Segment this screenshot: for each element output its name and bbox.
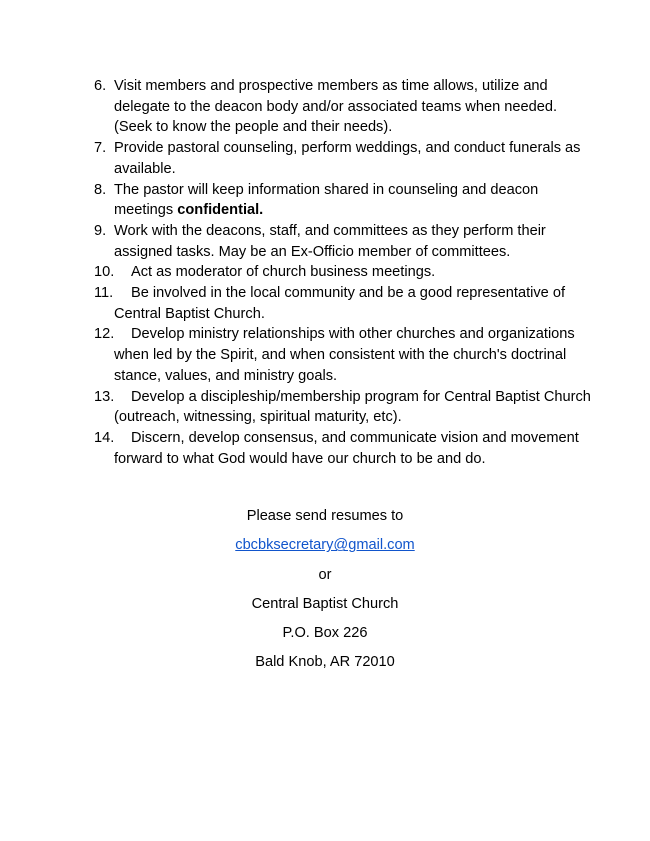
list-number: 12. — [94, 326, 115, 343]
contact-or: or — [318, 566, 332, 583]
list-number: 11. — [94, 285, 114, 302]
duties-list — [94, 76, 594, 469]
list-item — [94, 221, 594, 262]
list-number: 7. — [94, 140, 107, 157]
list-text: Act as moderator of church business meetings. — [131, 264, 436, 281]
list-item — [94, 180, 594, 221]
list-number: 8. — [94, 181, 107, 198]
list-item — [94, 262, 594, 283]
list-number: 10. — [94, 264, 115, 281]
contact-org: Central Baptist Church — [251, 595, 399, 612]
list-text: Provide pastoral counseling, perform weddings, and conduct funerals as available. — [114, 140, 581, 177]
list-text — [114, 182, 538, 219]
list-text-content: Be involved in the local community and be a good representative of Central Baptist Church. — [114, 285, 566, 322]
list-number: 14. — [94, 429, 115, 446]
list-item — [94, 324, 594, 386]
list-text: Work with the deacons, staff, and committees as they perform their assigned tasks. May be an Ex-Officio member of committees. — [114, 222, 546, 260]
list-text: Visit members and prospective members as time allows, utilize and delegate to the deacon body and/or associated teams when needed. (Seek to know the people and their needs). — [114, 78, 558, 136]
contact-email-line — [0, 535, 650, 564]
list-item — [94, 76, 594, 138]
list-text-plain: The pastor will keep information shared in counseling and deacon meetings — [114, 181, 539, 219]
contact-block — [0, 506, 650, 682]
email-link[interactable]: cbcbksecretary@gmail.com — [235, 537, 415, 554]
list-text-content: Discern, develop consensus, and communicate vision and movement forward to what God would have our church to be and do. — [114, 429, 579, 467]
list-item — [94, 428, 594, 469]
contact-city: Bald Knob, AR 72010 — [255, 654, 395, 671]
contact-po-box: P.O. Box 226 — [282, 625, 368, 642]
list-number: 9. — [94, 222, 107, 239]
contact-intro: Please send resumes to — [246, 508, 404, 524]
list-item — [94, 138, 594, 179]
list-text-bold: confidential. — [177, 202, 264, 219]
list-item — [94, 387, 594, 428]
list-item — [94, 283, 594, 324]
list-number: 6. — [94, 78, 107, 94]
list-number: 13. — [94, 388, 115, 405]
list-text-content: Develop a discipleship/membership program for Central Baptist Church (outreach, witnessing, spiritual maturity, etc). — [114, 388, 591, 426]
list-text — [114, 389, 591, 426]
list-text — [114, 326, 575, 383]
list-text-content: Develop ministry relationships with other churches and organizations when led by the Spirit, and when consistent with the church's doctrinal stance, values, and ministry goals. — [114, 326, 575, 384]
list-text — [114, 430, 579, 467]
list-text — [114, 285, 565, 322]
